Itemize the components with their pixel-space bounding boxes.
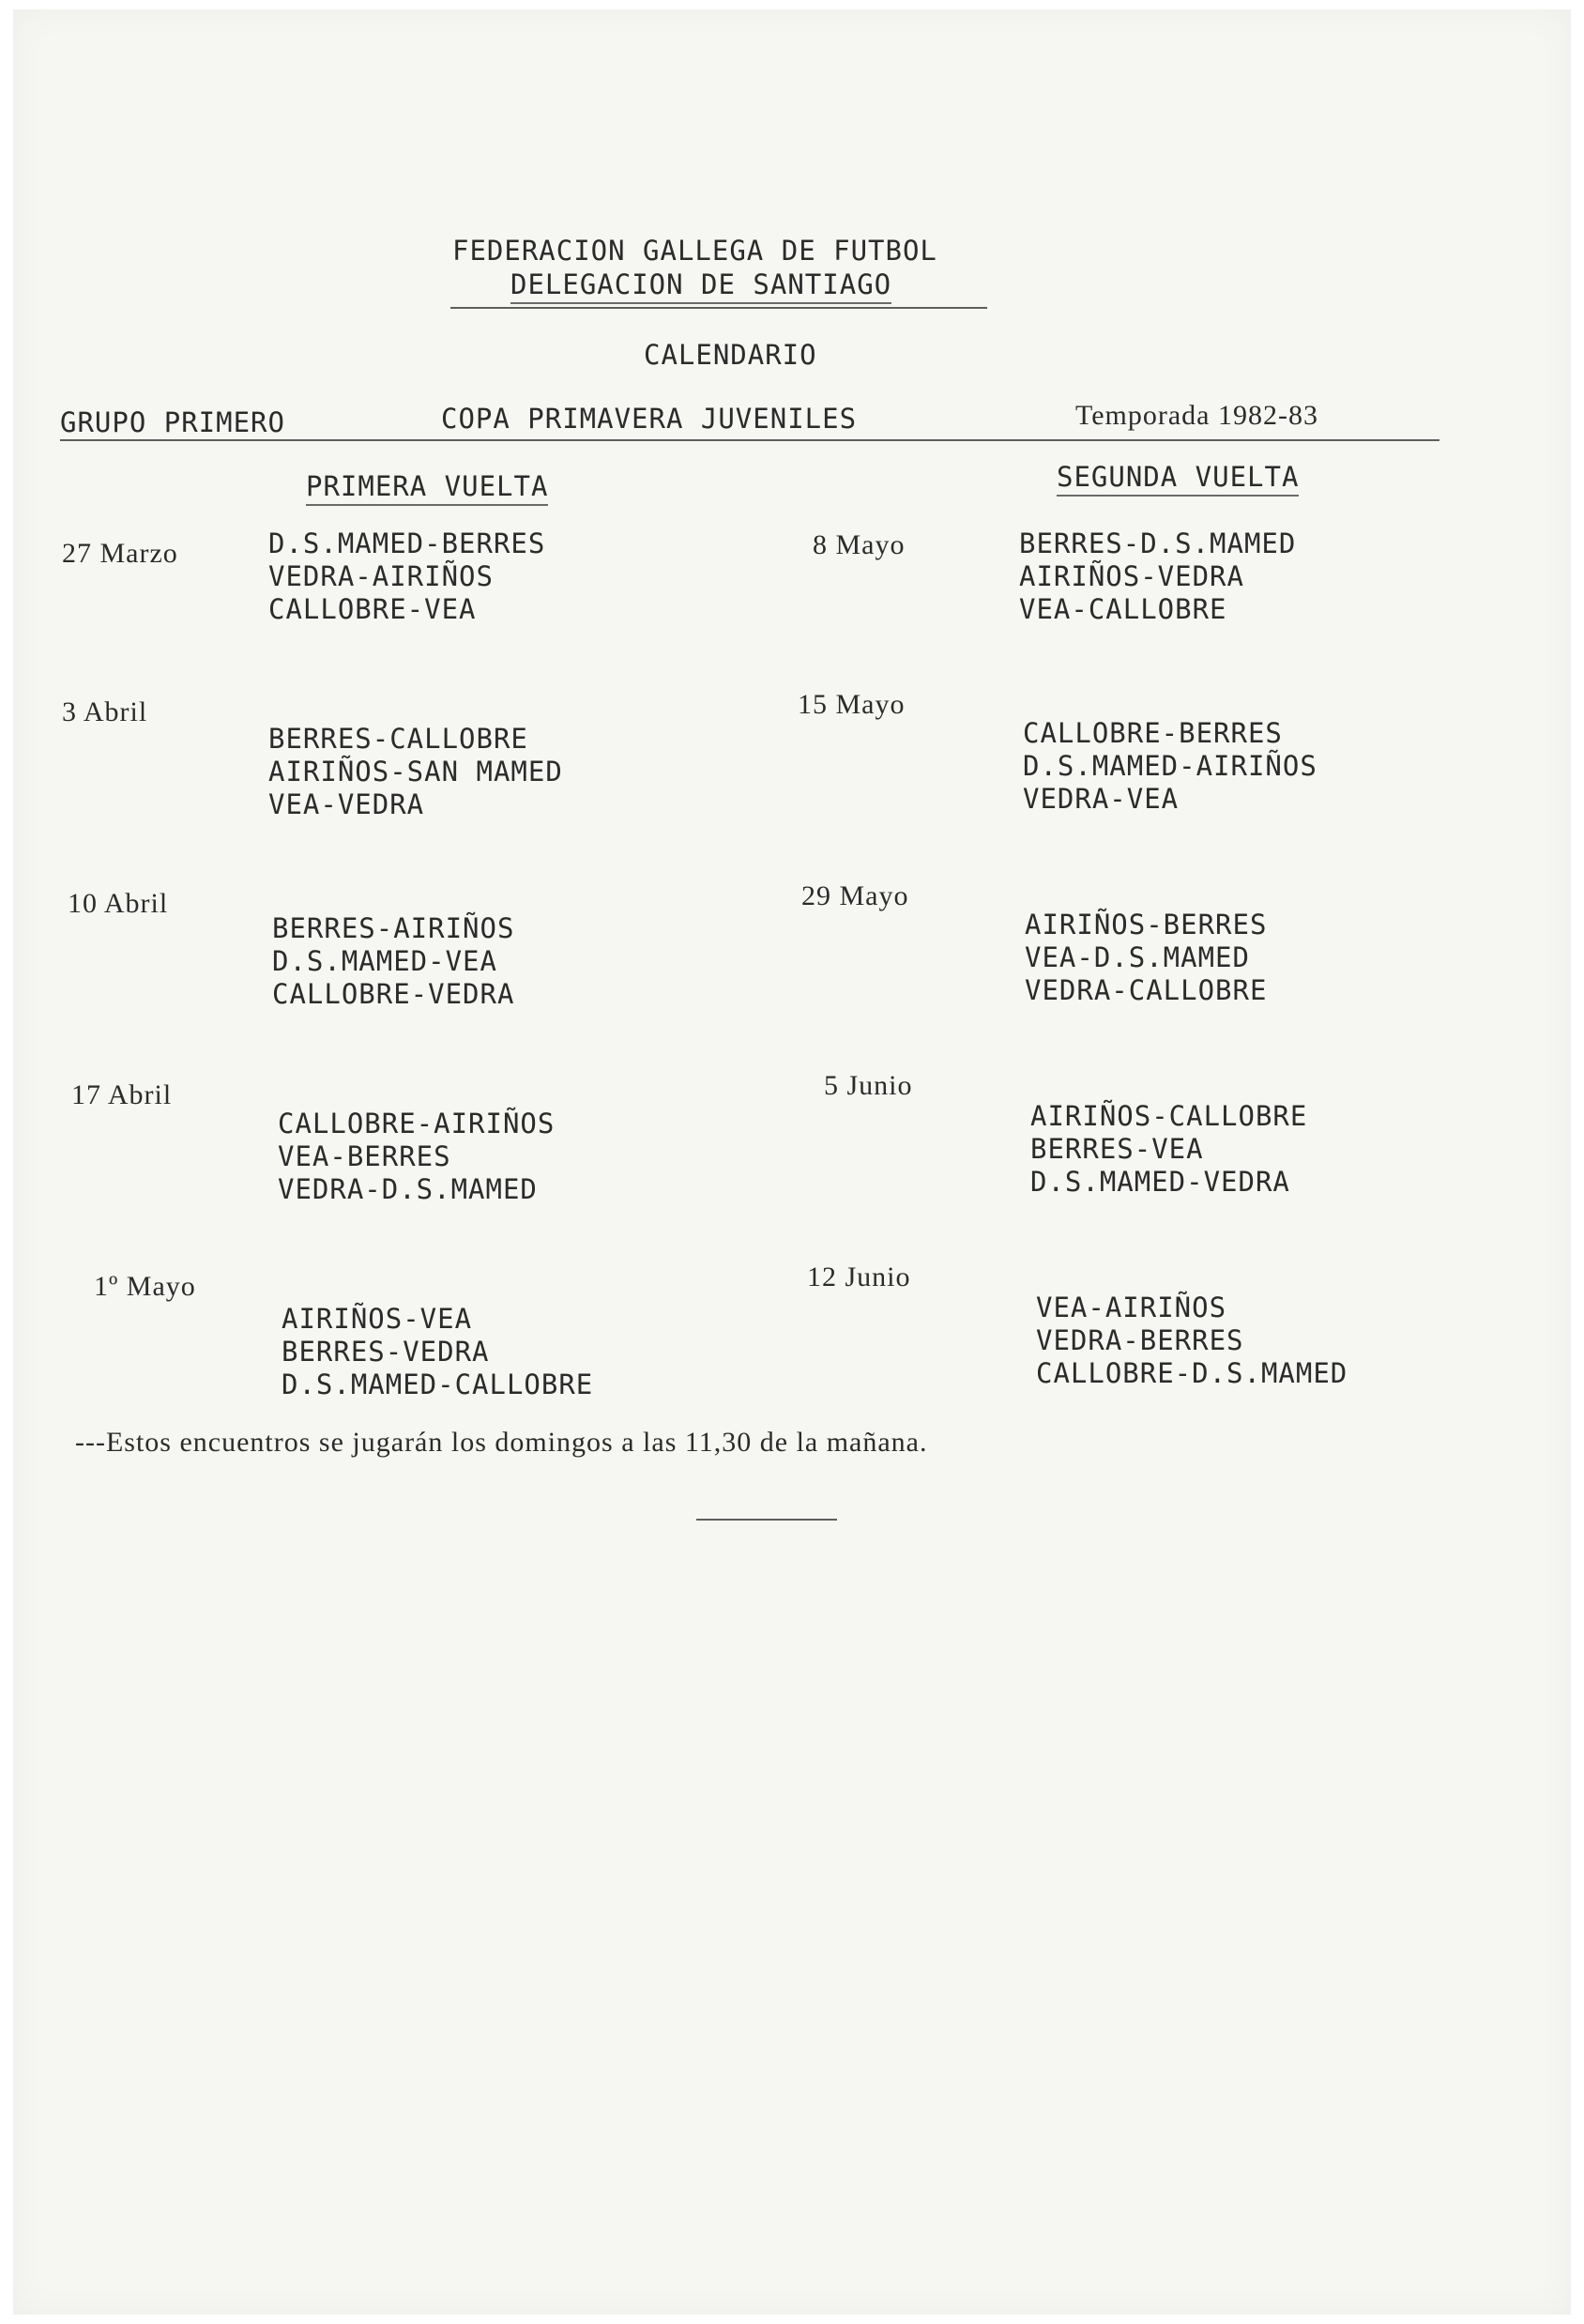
match-list <box>268 723 563 821</box>
match: D.S.MAMED-VEDRA <box>1030 1166 1290 1198</box>
match: D.S.MAMED-CALLOBRE <box>282 1368 594 1400</box>
match: CALLOBRE-D.S.MAMED <box>1036 1357 1348 1389</box>
match: BERRES-D.S.MAMED <box>1019 527 1297 559</box>
match: VEA-VEDRA <box>268 788 425 820</box>
round-date: 3 Abril <box>62 696 148 727</box>
match: VEA-AIRIÑOS <box>1036 1292 1227 1323</box>
match: D.S.MAMED-AIRIÑOS <box>1023 750 1317 782</box>
round-date: 15 Mayo <box>798 689 906 720</box>
match: VEDRA-D.S.MAMED <box>278 1173 538 1205</box>
match: VEA-CALLOBRE <box>1019 593 1227 625</box>
round-date: 5 Junio <box>824 1070 913 1101</box>
match: CALLOBRE-VEDRA <box>272 978 515 1010</box>
federation-name: FEDERACION GALLEGA DE FUTBOL <box>452 235 937 267</box>
match: BERRES-VEDRA <box>282 1336 490 1368</box>
match: BERRES-VEA <box>1030 1133 1204 1165</box>
calendar-title: CALENDARIO <box>644 339 817 371</box>
match: VEDRA-VEA <box>1023 783 1180 815</box>
match: CALLOBRE-AIRIÑOS <box>278 1108 556 1139</box>
match: AIRIÑOS-VEA <box>282 1303 473 1335</box>
match: D.S.MAMED-BERRES <box>268 527 546 559</box>
header-underline <box>450 307 987 309</box>
match-list <box>1036 1292 1348 1390</box>
match: AIRIÑOS-VEDRA <box>1019 560 1244 592</box>
match-list <box>282 1303 593 1401</box>
match-list <box>1023 717 1317 816</box>
closing-rule <box>696 1519 837 1521</box>
group-label: GRUPO PRIMERO <box>60 406 285 438</box>
round-date: 27 Marzo <box>62 538 178 569</box>
second-round-header: SEGUNDA VUELTA <box>1057 464 1299 497</box>
schedule-note: ---Estos encuentros se jugarán los domingos a las 11,30 de la mañana. <box>75 1427 928 1458</box>
round-date: 17 Abril <box>71 1079 173 1110</box>
first-round-header: PRIMERA VUELTA <box>306 473 548 506</box>
round-date: 12 Junio <box>807 1261 911 1292</box>
match: D.S.MAMED-VEA <box>272 945 497 977</box>
round-date: 8 Mayo <box>813 529 906 560</box>
match: BERRES-CALLOBRE <box>268 723 528 755</box>
match-list <box>1025 909 1267 1007</box>
season-label: Temporada 1982-83 <box>1075 400 1318 431</box>
match: AIRIÑOS-SAN MAMED <box>268 756 563 787</box>
match: VEA-BERRES <box>278 1140 451 1172</box>
match: AIRIÑOS-BERRES <box>1025 909 1268 940</box>
delegation-name: DELEGACION DE SANTIAGO <box>510 271 891 304</box>
round-date: 29 Mayo <box>801 880 909 911</box>
match: BERRES-AIRIÑOS <box>272 912 515 944</box>
match: VEDRA-AIRIÑOS <box>268 560 494 592</box>
round-date: 10 Abril <box>68 888 169 919</box>
match: CALLOBRE-VEA <box>268 593 477 625</box>
match: VEDRA-BERRES <box>1036 1324 1244 1356</box>
match-list <box>1019 527 1296 626</box>
round-date: 1º Mayo <box>94 1271 196 1302</box>
match-list <box>272 912 514 1011</box>
match-list <box>278 1108 555 1206</box>
competition-label: COPA PRIMAVERA JUVENILES <box>441 403 858 435</box>
document-page <box>13 9 1571 2315</box>
match: AIRIÑOS-CALLOBRE <box>1030 1100 1308 1132</box>
match: VEA-D.S.MAMED <box>1025 941 1250 973</box>
match-list <box>268 527 545 626</box>
match: VEDRA-CALLOBRE <box>1025 974 1268 1006</box>
match: CALLOBRE-BERRES <box>1023 717 1283 749</box>
match-list <box>1030 1100 1307 1199</box>
group-rule <box>60 439 1439 441</box>
